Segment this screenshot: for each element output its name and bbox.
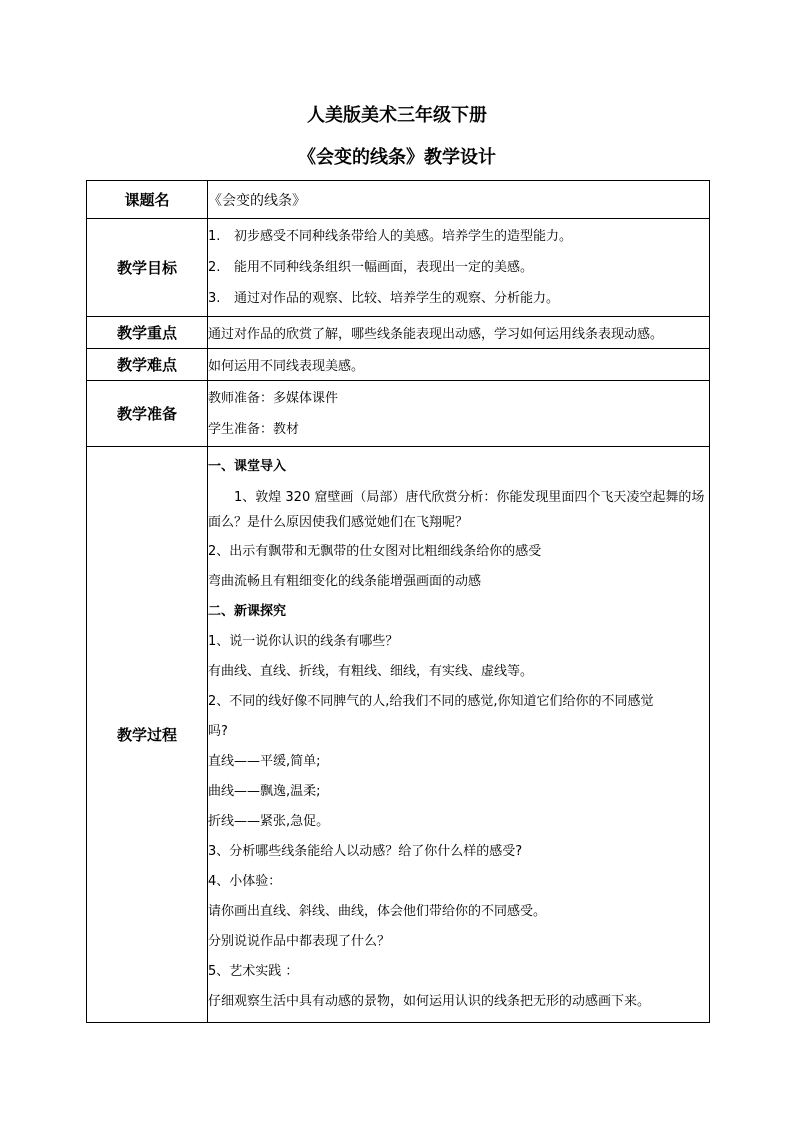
list-item: 有曲线、直线、折线，有粗线、细线，有实线、虚线等。 xyxy=(208,664,534,679)
list-item: 2. 能用不同种线条组织一幅画面，表现出一定的美感。 xyxy=(208,260,534,275)
table-row-difficulties xyxy=(87,349,710,381)
list-item: 仔细观察生活中具有动感的景物，如何运用认识的线条把无形的动感画下来。 xyxy=(208,994,651,1009)
list-item: 1、说一说你认识的线条有哪些？ xyxy=(208,634,399,649)
list-item: 2、出示有飘带和无飘带的仕女图对比粗细线条给你的感受 xyxy=(208,544,542,559)
list-item: 3. 通过对作品的观察、比较、培养学生的观察、分析能力。 xyxy=(208,291,560,306)
list-item: 请你画出直线、斜线、曲线，体会他们带给你的不同感受。 xyxy=(208,904,547,919)
list-item: 3、分析哪些线条能给人以动感？给了你什么样的感受? xyxy=(208,844,523,859)
table-row-process xyxy=(87,447,710,1023)
list-item: 4、小体验： xyxy=(208,874,282,889)
list-item: 2、不同的线好像不同脾气的人,给我们不同的感觉,你知道它们给你的不同感觉 xyxy=(208,694,654,709)
label-key-points: 教学重点 xyxy=(87,317,208,349)
list-item: 5、艺术实践 ： xyxy=(208,964,299,979)
label-goals: 教学目标 xyxy=(87,219,208,317)
list-item: 折线——紧张,急促。 xyxy=(208,814,330,829)
list-item: 1. 初步感受不同种线条带给人的美感。培养学生的造型能力。 xyxy=(208,229,573,244)
table-row-key-points xyxy=(87,317,710,349)
section-heading: 一、课堂导入 xyxy=(208,459,287,474)
list-item: 直线——平缓,简单; xyxy=(208,754,321,769)
document-subtitle: 《会变的线条》教学设计 xyxy=(298,147,496,168)
list-item: 曲线——飘逸,温柔; xyxy=(208,784,321,799)
list-item: 吗? xyxy=(208,724,228,739)
label-process: 教学过程 xyxy=(87,447,208,1023)
table-row-goals xyxy=(87,219,710,317)
label-topic: 课题名 xyxy=(87,181,208,219)
label-difficulties: 教学难点 xyxy=(87,349,208,381)
document-title: 人美版美术三年级下册 xyxy=(307,105,487,126)
paragraph: 1、敦煌 320 窟壁画（局部）唐代欣赏分析：你能发现里面四个飞天凌空起舞的场面么？是什么原因使我们感觉她们在飞翔呢？ xyxy=(208,490,705,530)
value-preparation xyxy=(208,381,710,447)
value-topic: 《会变的线条》 xyxy=(208,181,710,219)
value-key-points: 通过对作品的欣赏了解，哪些线条能表现出动感，学习如何运用线条表现动感。 xyxy=(208,317,710,349)
lesson-plan-table xyxy=(86,180,710,1023)
list-item: 分别说说作品中都表现了什么？ xyxy=(208,934,391,949)
list-item: 弯曲流畅且有粗细变化的线条能增强画面的动感 xyxy=(208,574,482,589)
teacher-preparation: 教师准备：多媒体课件 xyxy=(208,390,339,406)
table-row-topic xyxy=(87,181,710,219)
value-difficulties: 如何运用不同线表现美感。 xyxy=(208,349,710,381)
section-heading: 二、新课探究 xyxy=(208,604,287,619)
table-row-preparation xyxy=(87,381,710,447)
label-preparation: 教学准备 xyxy=(87,381,208,447)
value-goals xyxy=(208,219,710,317)
value-process xyxy=(208,447,710,1023)
student-preparation: 学生准备：教材 xyxy=(208,421,300,437)
